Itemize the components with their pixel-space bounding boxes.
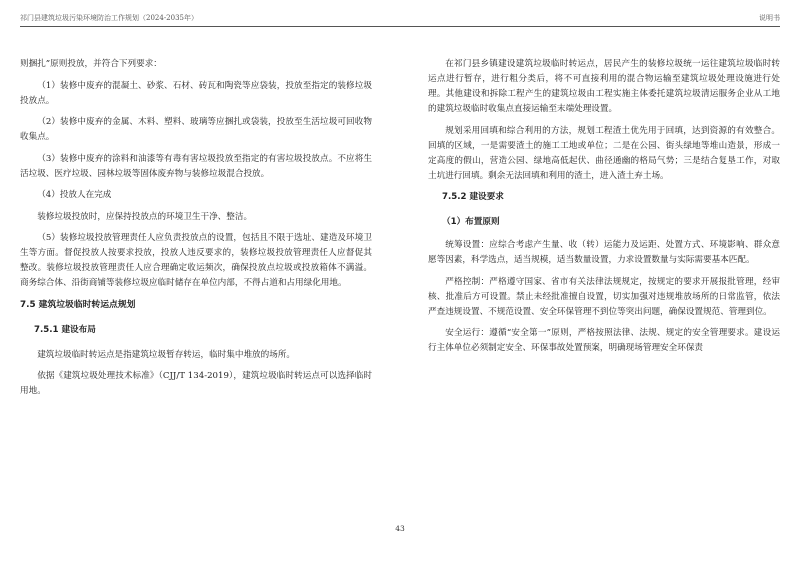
paragraph: （2）装修中废弃的金属、木料、塑料、玻璃等应捆扎或袋装，投放至生活垃圾可回收物收集点。 [20,117,372,142]
paragraph: （5）装修垃圾投放管理责任人应负责投放点的设置，包括且不限于选址、建造及环境卫生等方面。督促投放人按要求投放，投放人违反要求的，装修垃圾投放管理责任人应督促其整改。装修垃圾投放管理责任人应合理确定收运频次，确保投放点垃圾或投放箱体不满溢。商务综合体、沿街商铺等装修垃圾应临时储存在单位内部，不得占道和占用绿化用地。 [20,233,372,288]
page-number: 43 [395,524,405,533]
paragraph: （1）装修中废弃的混凝土、砂浆、石材、砖瓦和陶瓷等应袋装，投放至指定的装修垃圾投放点。 [20,80,372,106]
paragraph: 依据《建筑垃圾处理技术标准》（CJJ/T 134-2019），建筑垃圾临时转运点可以选择临时用地。 [20,371,372,396]
paragraph: 规划采用回填和综合利用的方法，规划工程渣土优先用于回填，达到资源的有效整合。回填的区域，一是需要渣土的施工工地或单位；二是在公园、街头绿地等堆山造景，形成一定高度的假山，营造公园、绿地高低起伏、曲径通幽的格局气势；三是结合复垦工作，对取土坑进行回填。剩余无法回填和利用的渣土，进入渣土弃土场。 [428,125,780,181]
sub-subsection-heading: （1）布置原则 [442,217,500,227]
paragraph: 在祁门县乡镇建设建筑垃圾临时转运点，居民产生的装修垃圾统一运往建筑垃圾临时转运点进行暂存，进行粗分类后，将不可直接利用的混合物运输至建筑垃圾处理设施进行处理。其他建设和拆除工程产生的建筑垃圾由工程实施主体委托建筑垃圾清运服务企业从工地的建筑垃圾临时收集点直接运输至末端处理设置。 [428,59,780,114]
section-heading: 7.5 建筑垃圾临时转运点规划 [20,299,136,310]
page-header [20,9,780,23]
header-rule [20,26,780,27]
paragraph: 统筹设置：应综合考虑产生量、收（转）运能力及运距、处置方式、环境影响、群众意愿等因素，科学选点，适当规模，适当数量设置，力求设置数量与实际需要基本匹配。 [428,240,780,265]
paragraph: 则捆扎”原则投放，并符合下列要求： [20,59,162,69]
paragraph: 装修垃圾投放时，应保持投放点的环境卫生干净、整洁。 [37,211,253,222]
subsection-heading: 7.5.2 建设要求 [442,192,504,202]
paragraph: （3）装修中废弃的涂料和油漆等有毒有害垃圾投放至指定的有害垃圾投放点。不应将生活垃圾、医疗垃圾、园林垃圾等固体废弃物与装修垃圾混合投放。 [20,153,372,179]
paragraph: （4）投放人在完成 [37,190,112,200]
right-column [428,57,780,363]
paragraph: 安全运行：遵循“安全第一”原则，严格按照法律、法规、规定的安全管理要求。建设运行主体单位必须制定安全、环保事故处置预案，明确现场管理安全环保责 [428,328,780,353]
paragraph: 建筑垃圾临时转运点是指建筑垃圾暂存转运，临时集中堆放的场所。 [37,349,296,360]
left-column [20,57,372,406]
document-title-header: 祁门县建筑垃圾污染环境防治工作规划（2024-2035年） [20,14,198,22]
paragraph: 严格控制：严格遵守国家、省市有关法律法规规定，按规定的要求开展报批管理，经审核、批准后方可设置。禁止未经批准擅自设置，切实加强对违规堆放场所的日常监管，依法严查违规设置、不规范设置、安全环保管理不到位等突出问题，确保设置规范、管理到位。 [428,276,780,317]
document-type-header: 说明书 [759,14,780,22]
subsection-heading: 7.5.1 建设布局 [34,324,96,335]
